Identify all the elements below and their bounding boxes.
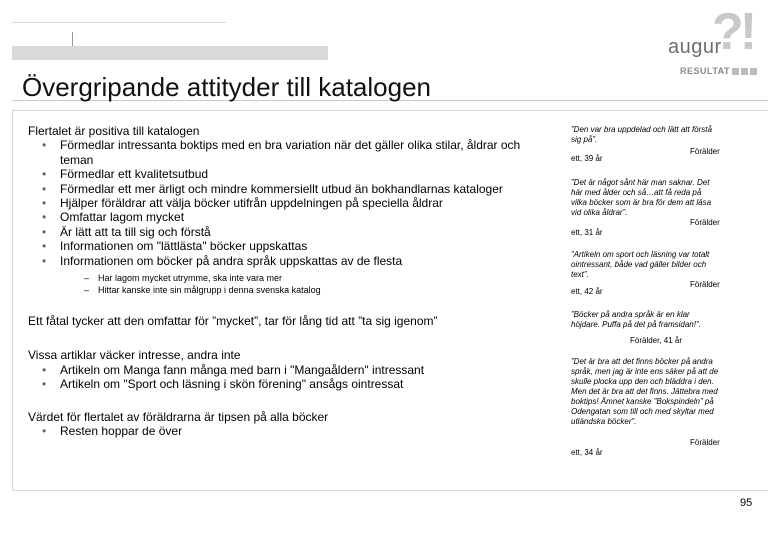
quote-role: Förälder, 41 år: [630, 336, 683, 345]
quote-role: Förälder: [690, 438, 720, 447]
list-item: • Informationen om böcker på andra språk uppskattas av de flesta: [42, 254, 548, 268]
bullet-list: [28, 138, 548, 268]
list-item: • Förmedlar ett kvalitetsutbud: [42, 167, 548, 181]
list-item: • Förmedlar intressanta boktips med en bra variation när det gäller olika stilar, åldrar och teman: [42, 138, 548, 167]
quote: ”Det är bra att det finns böcker på andra språk, men jag är inte ens säker på att de skulle plocka upp den och bläddra i den. Men det är bra att det finns. Jättebra med boktips! Ämnet kanske ”Bokspindeln” på Odengatan som till och med skyltar med utländska böcker”.: [571, 357, 719, 426]
page-title: Övergripande attityder till katalogen: [22, 72, 432, 102]
quote: ”Artikeln om sport och läsning var totalt ointressant, både vad gäller bilder och text”.: [571, 250, 710, 279]
list-item: – Hittar kanske inte sin målgrupp i denna svenska katalog: [84, 284, 548, 296]
quote-role: Förälder: [690, 280, 720, 289]
section-heading: Ett fåtal tycker att den omfattar för ”mycket”, tar för lång tid att ”ta sig igenom”: [28, 314, 438, 329]
section-heading: Vissa artiklar väcker intresse, andra inte: [28, 348, 241, 363]
quote-meta: ett, 42 år: [571, 287, 603, 296]
quote-meta: ett, 34 år: [571, 448, 603, 457]
list-item: • Artikeln om Manga fann många med barn i "Mangaåldern" intressant: [42, 363, 548, 377]
page-number: 95: [740, 497, 753, 509]
content-left-border: [12, 110, 13, 490]
list-item: • Är lätt att ta till sig och förstå: [42, 225, 548, 239]
header-tick: [72, 32, 73, 46]
list-item: • Informationen om "lättlästa" böcker uppskattas: [42, 239, 548, 253]
content-top-border: [12, 110, 768, 111]
list-item: • Hjälper föräldrar att välja böcker utifrån uppdelningen på speciella åldrar: [42, 196, 548, 210]
list-item: – Har lagom mycket utrymme, ska inte vara mer: [84, 272, 548, 284]
header-rule-top: [12, 22, 226, 23]
quote-meta: ett, 31 år: [571, 228, 603, 237]
quote-role: Förälder: [690, 218, 720, 227]
logo-mark: ?!: [712, 3, 754, 61]
list-item: • Omfattar lagom mycket: [42, 210, 548, 224]
quote-meta: ett, 39 år: [571, 154, 603, 163]
quote: ”Den var bra uppdelad och lätt att förstå sig på”.: [571, 125, 712, 144]
bullet-list: [28, 363, 548, 392]
main-content: [28, 124, 548, 439]
section-heading: Flertalet är positiva till katalogen: [28, 124, 200, 138]
content-bottom-border: [12, 490, 768, 491]
quote-role: Förälder: [690, 147, 720, 156]
logo-text: augur: [668, 36, 722, 58]
header-bar: [12, 46, 328, 60]
logo-tagline: RESULTAT: [680, 66, 757, 76]
quote: ”Böcker på andra språk är en klar höjdare. Puffa på det på framsidan!”.: [571, 310, 701, 329]
list-item: • Artikeln om "Sport och läsning i skön förening" ansågs ointressat: [42, 377, 548, 391]
list-item: • Resten hoppar de över: [42, 424, 548, 438]
sub-bullet-list: [28, 272, 548, 296]
bullet-list: [28, 424, 548, 438]
quote: ”Det är något sånt här man saknar. Det här med ålder och så…att få reda på vilka böcker som är bra för dem att läsa vid olika åldrar”.: [571, 178, 712, 217]
list-item: • Förmedlar ett mer ärligt och mindre kommersiellt utbud än bokhandlarnas kataloger: [42, 182, 548, 196]
section-heading: Värdet för flertalet av föräldrarna är tipsen på alla böcker: [28, 409, 329, 424]
augur-logo: [668, 3, 764, 78]
